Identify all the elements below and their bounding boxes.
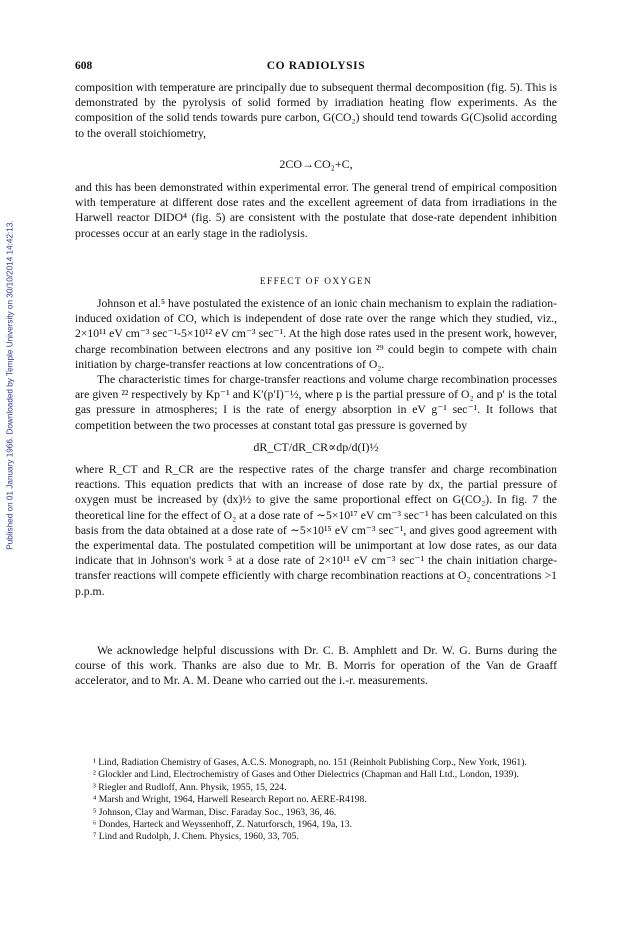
download-watermark	[3, 175, 17, 595]
paragraph-agreement	[75, 180, 557, 241]
reference-list	[93, 757, 559, 844]
paragraph-acknowledgements	[75, 643, 557, 689]
reference-item: ² Glockler and Lind, Electrochemistry of Gases and Other Dielectrics (Chapman and Hall Ltd., London, 1939).	[93, 769, 519, 781]
paragraph-characteristic-times	[75, 372, 557, 433]
page-number: 608	[75, 60, 93, 72]
reference-item: ⁶ Dondes, Harteck and Weyssenhoff, Z. Naturforsch, 1964, 19a, 13.	[93, 819, 353, 831]
reference-item: ⁷ Lind and Rudolph, J. Chem. Physics, 1960, 33, 705.	[93, 831, 299, 843]
download-notice: Published on 01 January 1966. Downloaded by Temple University on 30/10/2014 14:42:13.	[5, 220, 15, 550]
acknowledgement-paragraph: We acknowledge helpful discussions with Dr. C. B. Amphlett and Dr. W. G. Burns during the course of this work. Thanks are also due to Mr. B. Morris for operation of the Van de Graaff accelerator, and to Mr. A. M. Deane who carried out the i.-r. measurements.	[75, 644, 557, 688]
reference-item: ⁵ Johnson, Clay and Warman, Disc. Faraday Soc., 1963, 36, 46.	[93, 806, 337, 818]
reference-item: ⁴ Marsh and Wright, 1964, Harwell Research Report no. AERE-R4198.	[93, 794, 367, 806]
section-heading: EFFECT OF OXYGEN	[259, 277, 373, 287]
body-paragraph: The characteristic times for charge-transfer reactions and volume charge recombination processes are given ²² respectively by Kp⁻¹ and K′(p′I)⁻½, where p is the partial pressure of O₂ and p′ is the total gas pressure in atmospheres; I is the rate of energy absorption in eV g⁻¹ sec⁻¹. It follows that competition between the two processes at constant total gas pressure is governed by	[75, 373, 557, 432]
paragraph-composition	[75, 80, 557, 141]
body-paragraph: where R_CT and R_CR are the respective rates of the charge transfer and charge recombination reactions. This equation predicts that with an increase of dose rate by dx, the partial pressure of oxygen must be increased by (dx)½ to give the same proportional effect on G(CO₂). In fig. 7 the theoretical line for the effect of O₂ at a dose rate of ∼5×10¹⁷ eV cm⁻³ sec⁻¹ has been calculated on this basis from the data obtained at a dose rate of ∼5×10¹⁵ eV cm⁻³ sec⁻¹, and gives good agreement with the experimental data. The postulated competition will be unimportant at low dose rates, as our data indicate that in Johnson's work ⁵ at a dose rate of 2×10¹¹ eV cm⁻³ sec⁻¹ the chain initiation charge-transfer reactions will compete efficiently with charge recombination reactions at O₂ concentrations >1 p.p.m.	[75, 463, 557, 598]
paragraph-johnson	[75, 296, 557, 372]
running-title: CO RADIOLYSIS	[266, 60, 366, 72]
reference-item: ¹ Lind, Radiation Chemistry of Gases, A.C.S. Monograph, no. 151 (Reinholt Publishing Corp., New York, 1961).	[93, 757, 527, 768]
body-paragraph: and this has been demonstrated within experimental error. The general trend of empirical composition with temperature at different dose rates and the excellent agreement of data from irradiations in the Harwell reactor DIDO⁴ (fig. 5) are consistent with the postulate that dose-rate dependent inhibition processes occur at an early stage in the radiolysis.	[75, 181, 557, 240]
paragraph-rates	[75, 462, 557, 599]
reference-item: ³ Riegler and Rudloff, Ann. Physik, 1955, 15, 224.	[93, 781, 287, 793]
equation-competition: dR_CT/dR_CR∝dp/d(I)½	[253, 440, 379, 454]
body-paragraph: Johnson et al.⁵ have postulated the existence of an ionic chain mechanism to explain the radiation-induced oxidation of CO, which is independent of dose rate over the range which they studied, viz., 2×10¹¹ eV cm⁻³ sec⁻¹-5×10¹² eV cm⁻³ sec⁻¹. At the high dose rates used in the present work, however, charge recombination between electrons and any positive ion ²⁹ could begin to compete with chain initiation by charge-transfer reactions at low concentrations of O₂.	[75, 297, 557, 371]
page-header	[75, 60, 557, 74]
equation-stoichiometry: 2CO→CO₂+C,	[279, 157, 353, 171]
body-paragraph: composition with temperature are principally due to subsequent thermal decomposition (fig. 5). This is demonstrated by the pyrolysis of solid formed by irradiation heating flow experiments. As the composition of the solid tends towards pure carbon, G(CO₂) should tend towards G(C)solid according to the overall stoichiometry,	[75, 81, 557, 140]
